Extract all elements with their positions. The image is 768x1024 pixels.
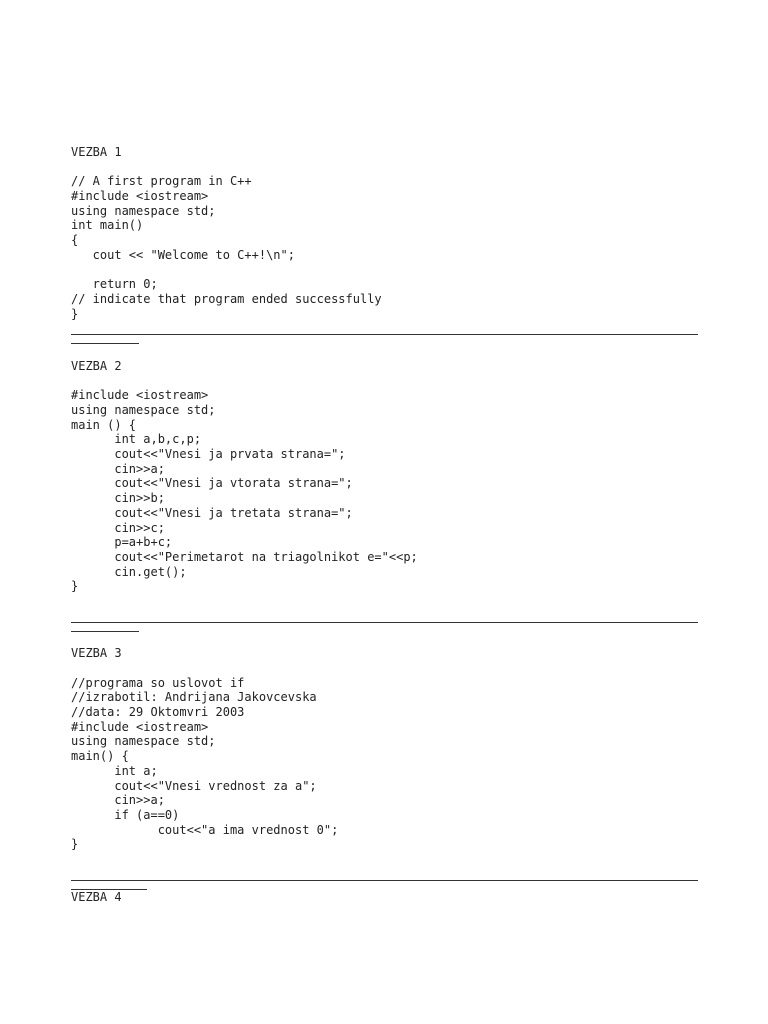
- code-line: }: [71, 579, 79, 594]
- exercise-title: VEZBA 3: [71, 646, 122, 661]
- code-line: #include <iostream>: [71, 189, 209, 204]
- code-line: cout<<"a ima vrednost 0";: [71, 822, 339, 837]
- code-line: [71, 263, 698, 278]
- code-line: #include <iostream>: [71, 388, 209, 403]
- section-divider: [71, 321, 698, 344]
- code-line: }: [71, 837, 79, 852]
- code-line: int a;: [71, 763, 158, 778]
- code-line: {: [71, 233, 79, 248]
- code-line: using namespace std;: [71, 734, 216, 749]
- code-line: main() {: [71, 749, 129, 764]
- exercise-title: VEZBA 1: [71, 145, 122, 159]
- code-line: if (a==0): [71, 807, 180, 822]
- document-body: [71, 145, 698, 904]
- code-line: cout<<"Vnesi vrednost za a";: [71, 778, 317, 793]
- code-line: cin>>b;: [71, 491, 165, 506]
- exercise-4: [71, 890, 698, 905]
- exercise-title: VEZBA 2: [71, 358, 122, 373]
- code-line: cout << "Welcome to C++!\n";: [71, 247, 295, 262]
- code-line: cin>>c;: [71, 520, 165, 535]
- section-divider: [71, 867, 698, 890]
- spacer: [71, 344, 698, 359]
- code-line: using namespace std;: [71, 403, 216, 417]
- code-line: [71, 160, 698, 175]
- code-line: // indicate that program ended successfully: [71, 291, 382, 306]
- code-line: cin.get();: [71, 564, 187, 579]
- code-line: int a,b,c,p;: [71, 432, 202, 447]
- code-line: [71, 852, 698, 867]
- code-line: }: [71, 306, 79, 321]
- code-line: [71, 374, 698, 389]
- code-line: p=a+b+c;: [71, 535, 173, 550]
- code-line: //programa so uslovot if: [71, 675, 245, 690]
- code-line: cout<<"Vnesi ja tretata strana=";: [71, 505, 353, 520]
- code-line: main () {: [71, 417, 137, 432]
- exercise-1: [71, 145, 698, 321]
- code-line: return 0;: [71, 277, 158, 292]
- code-line: int main(): [71, 218, 144, 233]
- code-line: //izrabotil: Andrijana Jakovcevska: [71, 690, 317, 705]
- code-line: // A first program in C++: [71, 174, 252, 189]
- code-line: #include <iostream>: [71, 719, 209, 734]
- exercise-2: [71, 359, 698, 609]
- document-page: [71, 145, 698, 904]
- exercise-3: [71, 646, 698, 866]
- code-line: using namespace std;: [71, 203, 216, 218]
- code-line: cout<<"Perimetarot na triagolnikot e="<<p;: [71, 549, 418, 564]
- code-line: [71, 594, 698, 609]
- code-line: //data: 29 Oktomvri 2003: [71, 705, 245, 720]
- code-line: cout<<"Vnesi ja prvata strana=";: [71, 447, 346, 462]
- exercise-title: VEZBA 4: [71, 889, 122, 904]
- code-line: cin>>a;: [71, 461, 165, 476]
- code-line: cout<<"Vnesi ja vtorata strana=";: [71, 476, 353, 491]
- section-divider: [71, 609, 698, 632]
- code-line: [71, 661, 698, 676]
- spacer: [71, 632, 698, 647]
- code-line: cin>>a;: [71, 793, 165, 808]
